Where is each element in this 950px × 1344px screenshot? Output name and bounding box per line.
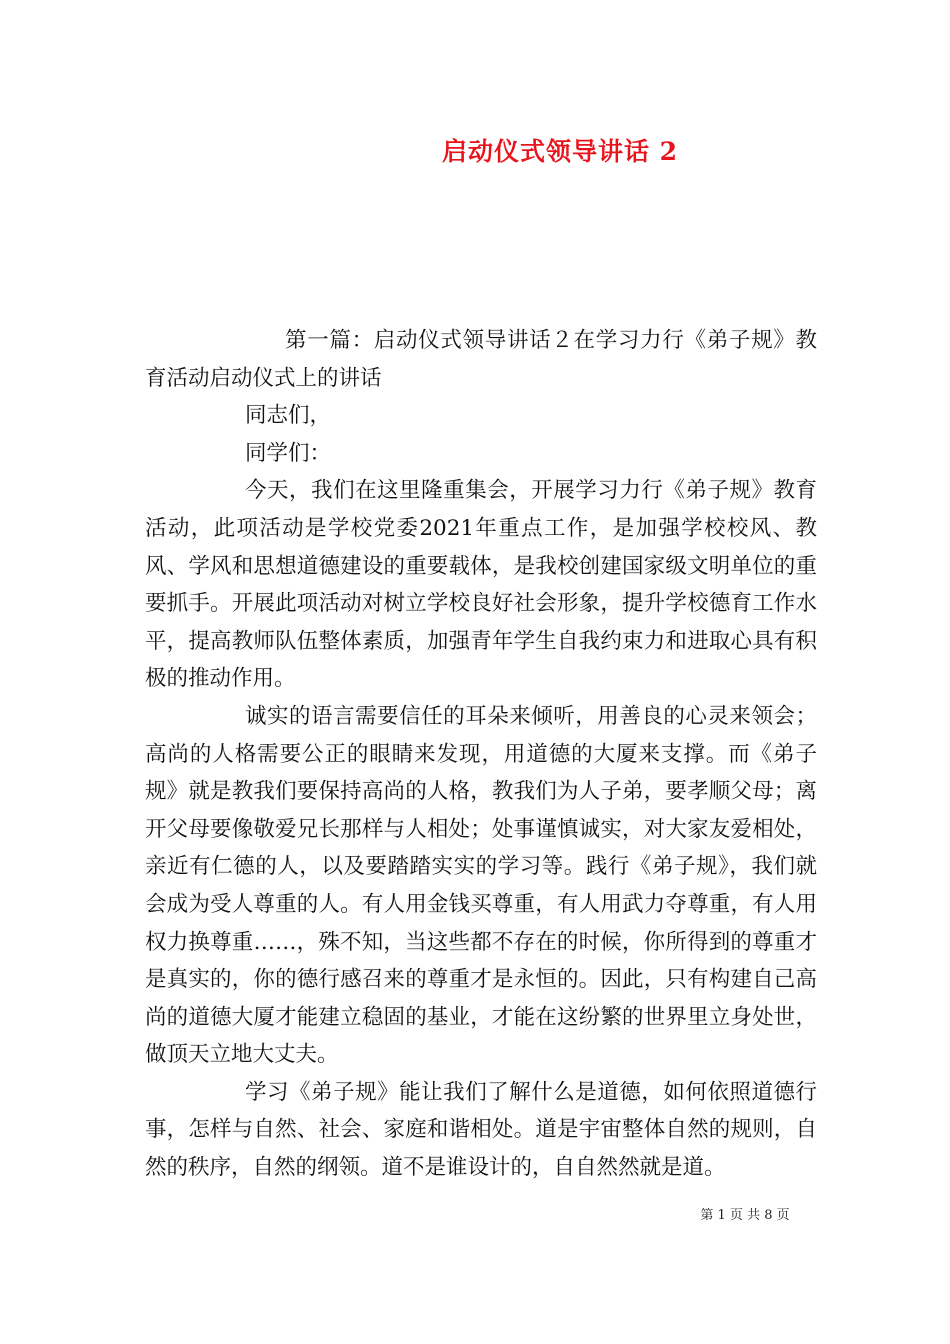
section-heading: 第一篇：启动仪式领导讲话２在学习力行《弟子规》教育活动启动仪式上的讲话 bbox=[145, 328, 817, 391]
salutation-comrades: 同志们， bbox=[245, 403, 332, 429]
body-paragraph: 学习《弟子规》能让我们了解什么是道德，如何依照道德行事，怎样与自然、社会、家庭和谐相处。道是宇宙整体自然的规则，自然的秩序，自然的纲领。道不是谁设计的，自自然然就是道。 bbox=[145, 1079, 817, 1181]
body-paragraph: 今天，我们在这里隆重集会，开展学习力行《弟子规》教育活动，此项活动是学校党委2021年重点工作，是加强学校校风、教风、学风和思想道德建设的重要载体，是我校创建国家级文明单位的重要抓手。开展此项活动对树立学校良好社会形象，提升学校德育工作水平，提高教师队伍整体素质，加强青年学生自我约束力和进取心具有积极的推动作用。 bbox=[145, 478, 817, 692]
document-title: 启动仪式领导讲话 2 bbox=[441, 137, 679, 166]
page-number-footer: 第 1 页 共 8 页 bbox=[700, 1208, 790, 1223]
salutation-students: 同学们： bbox=[245, 440, 332, 466]
body-paragraph: 诚实的语言需要信任的耳朵来倾听，用善良的心灵来领会；高尚的人格需要公正的眼睛来发现，用道德的大厦来支撑。而《弟子规》就是教我们要保持高尚的人格，教我们为人子弟，要孝顺父母；离开父母要像敬爱兄长那样与人相处；处事谨慎诚实，对大家友爱相处，亲近有仁德的人，以及要踏踏实实的学习等。践行《弟子规》，我们就会成为受人尊重的人。有人用金钱买尊重，有人用武力夺尊重，有人用权力换尊重……，殊不知，当这些都不存在的时候，你所得到的尊重才是真实的，你的德行感召来的尊重才是永恒的。因此，只有构建自己高尚的道德大厦才能建立稳固的基业，才能在这纷繁的世界里立身处世，做顶天立地大丈夫。 bbox=[145, 703, 817, 1068]
document-body bbox=[145, 322, 817, 1187]
